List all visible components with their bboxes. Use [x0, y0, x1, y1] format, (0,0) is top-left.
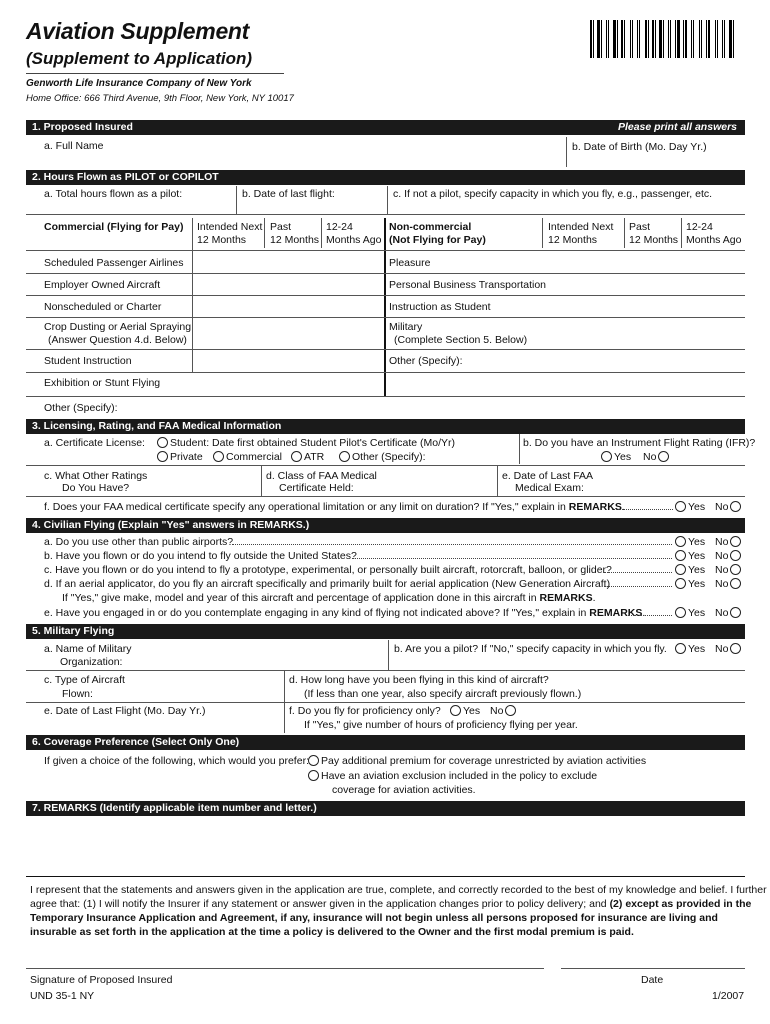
other-ratings-label-2: Do You Have?: [62, 482, 130, 494]
table-rule: [26, 317, 745, 318]
barcode-bar: [699, 20, 700, 58]
ifr-no-radio[interactable]: [658, 451, 669, 462]
flying-duration-note: (If less than one year, also specify aircraft previously flown.): [304, 688, 582, 700]
barcode-bar: [715, 20, 716, 58]
row-nonscheduled-charter: Nonscheduled or Charter: [44, 301, 162, 313]
other-license-option-label: Other (Specify):: [352, 451, 426, 463]
company-name: Genworth Life Insurance Company of New York: [26, 78, 252, 89]
atr-option[interactable]: [289, 451, 324, 464]
q4d-note: [62, 592, 596, 605]
certificate-license-label: a. Certificate License:: [44, 437, 145, 449]
capacity-label: c. If not a pilot, specify capacity in which you fly, e.g., passenger, etc.: [393, 188, 713, 200]
section-2-title: 2. Hours Flown as PILOT or COPILOT: [32, 171, 219, 183]
barcode-bar: [663, 20, 664, 58]
q4c-no-label: No: [715, 564, 729, 576]
ifr-no-option[interactable]: [643, 451, 671, 464]
form-revision: 1/2007: [712, 990, 745, 1002]
commercial-option-label: Commercial: [226, 451, 283, 463]
q4a-yes-label: Yes: [688, 536, 706, 548]
q4c-yes-label: Yes: [688, 564, 706, 576]
barcode-bar: [617, 20, 618, 58]
barcode-bar: [595, 20, 596, 58]
form-title: Aviation Supplement: [26, 18, 250, 44]
section-4-header: [26, 518, 745, 533]
section-6-header: [26, 735, 745, 750]
q4b-text: b. Have you flown or do you intend to fly outside the United States?: [44, 550, 357, 562]
medical-exam-label: e. Date of Last FAA: [502, 470, 594, 482]
barcode-bar: [729, 20, 732, 58]
remarks-area[interactable]: [26, 818, 745, 876]
q4b-no-option[interactable]: [715, 550, 743, 563]
military-org-label: a. Name of Military: [44, 643, 132, 655]
student-option-label: Student: Date first obtained Student Pilot's Certificate (Mo/Yr): [170, 437, 456, 449]
proficiency-yes-radio[interactable]: [450, 705, 461, 716]
commercial-option[interactable]: [211, 451, 282, 464]
col-months-commercial: 12 Months: [197, 234, 247, 246]
table-rule: [26, 273, 745, 274]
row-employer-owned: Employer Owned Aircraft: [44, 279, 161, 291]
faa-no-option[interactable]: [715, 501, 743, 514]
q4c-text: c. Have you flown or do you intend to fly a prototype, experimental, or personally built aircraft, rotorcraft, balloon, or glider?: [44, 564, 612, 576]
faa-yes-option[interactable]: [673, 501, 705, 514]
barcode-bar: [590, 20, 592, 58]
q4c-no-option[interactable]: [715, 564, 743, 577]
barcode-bar: [624, 20, 625, 58]
table-rule: [26, 396, 745, 397]
q4c-yes-option[interactable]: [673, 564, 705, 577]
section-2-header: [26, 170, 745, 185]
q4b-yes-radio[interactable]: [675, 550, 686, 561]
commercial-header: Commercial (Flying for Pay): [44, 221, 184, 233]
leader-dots: [604, 578, 672, 587]
military-pilot-no-radio[interactable]: [730, 643, 741, 654]
section-1-title: 1. Proposed Insured: [32, 121, 133, 133]
divider: [26, 496, 745, 497]
barcode-bar: [603, 20, 605, 58]
section-1-header: [26, 120, 745, 135]
row-other-noncommercial: Other (Specify):: [389, 355, 463, 367]
leader-dots: [604, 564, 672, 573]
q4a-no-label: No: [715, 536, 729, 548]
medical-class-label: d. Class of FAA Medical: [266, 470, 377, 482]
row-exhibition-stunt: Exhibition or Stunt Flying: [44, 377, 161, 389]
barcode-bar: [677, 20, 680, 58]
barcode-image: [590, 20, 746, 58]
q4e-yes-radio[interactable]: [675, 607, 686, 618]
col-range-noncommercial: 12-24: [686, 221, 713, 233]
q4e-text: [44, 607, 645, 620]
form-number: UND 35-1 NY: [30, 990, 95, 1002]
faa-yes-label: Yes: [688, 501, 706, 513]
ifr-no-label: No: [643, 451, 657, 463]
private-option-label: Private: [170, 451, 203, 463]
barcode-bar: [619, 20, 620, 58]
divider: [261, 466, 262, 496]
row-military-note: (Complete Section 5. Below): [394, 334, 528, 346]
section-7-header: [26, 801, 745, 816]
barcode-bar: [706, 20, 707, 58]
divider: [566, 137, 567, 167]
leader-dots: [352, 550, 672, 559]
col-months-noncommercial: 12 Months: [548, 234, 598, 246]
divider: [388, 640, 389, 670]
q4b-yes-option[interactable]: [673, 550, 705, 563]
military-pilot-no-label: No: [715, 643, 729, 655]
barcode-bar: [641, 20, 644, 58]
q4a-yes-option[interactable]: [673, 536, 705, 549]
barcode-bar: [719, 20, 721, 58]
q4d-no-label: No: [715, 578, 729, 590]
table-divider: [321, 218, 322, 248]
q4e-question: e. Have you engaged in or do you contemplate engaging in any kind of flying not indicated above? If "Yes," explain in: [44, 607, 587, 619]
table-divider: [624, 218, 625, 248]
divider: [26, 465, 745, 466]
proficiency-no-option[interactable]: [490, 705, 518, 718]
leader-dots: [232, 536, 672, 545]
declaration-line-2-bold: (2) except as provided in the: [609, 898, 752, 910]
col-months-past-commercial: 12 Months: [270, 234, 320, 246]
signature-label: Signature of Proposed Insured: [30, 974, 173, 986]
barcode-bar: [733, 20, 734, 58]
q4d-yes-label: Yes: [688, 578, 706, 590]
military-pilot-yes-radio[interactable]: [675, 643, 686, 654]
barcode-bar: [724, 20, 725, 58]
barcode-bar: [637, 20, 638, 58]
date-line[interactable]: [561, 968, 745, 969]
divider: [26, 876, 745, 877]
barcode-bar: [621, 20, 623, 58]
divider: [26, 702, 745, 703]
atr-radio[interactable]: [291, 451, 302, 462]
barcode-bar: [601, 20, 602, 58]
remarks-ref: REMARKS: [589, 607, 643, 619]
aircraft-type-label-2: Flown:: [62, 688, 93, 700]
proficiency-no-radio[interactable]: [505, 705, 516, 716]
divider: [519, 434, 520, 464]
barcode-bar: [608, 20, 609, 58]
signature-line[interactable]: [26, 968, 544, 969]
private-option[interactable]: [155, 451, 203, 464]
col-ago-noncommercial: Months Ago: [686, 234, 742, 246]
col-months-past-noncommercial: 12 Months: [629, 234, 679, 246]
barcode-bar: [655, 20, 656, 58]
leader-dots: [612, 501, 673, 510]
col-range-commercial: 12-24: [326, 221, 353, 233]
last-military-flight-label: e. Date of Last Flight (Mo. Day Yr.): [44, 705, 206, 717]
declaration-line-4: insurable as set forth in the application at the time a policy is delivered to the Owner and the first modal premium is paid.: [30, 926, 634, 938]
q4a-yes-radio[interactable]: [675, 536, 686, 547]
other-ratings-label: c. What Other Ratings: [44, 470, 148, 482]
divider: [26, 214, 745, 215]
barcode-bar: [632, 20, 633, 58]
leader-dots: [628, 607, 672, 616]
row-crop-dusting: Crop Dusting or Aerial Spraying: [44, 321, 192, 333]
proficiency-no-label: No: [490, 705, 504, 717]
proficiency-yes-option[interactable]: [448, 705, 480, 718]
col-past-noncommercial: Past: [629, 221, 651, 233]
row-other-commercial: Other (Specify):: [44, 402, 118, 414]
section-6-title: 6. Coverage Preference (Select Only One): [32, 736, 240, 748]
table-divider: [542, 218, 543, 248]
noncommercial-subheader: (Not Flying for Pay): [389, 234, 486, 246]
proficiency-note: If "Yes," give number of hours of proficiency flying per year.: [304, 719, 578, 731]
date-last-flight-label: b. Date of last flight:: [242, 188, 335, 200]
q4d-text: d. If an aerial applicator, do you fly an aircraft specifically and primarily built for aerial application (New Generation Aircraft): [44, 578, 611, 590]
proficiency-question: f. Do you fly for proficiency only?: [289, 705, 441, 717]
barcode-bar: [659, 20, 662, 58]
section-5-header: [26, 624, 745, 639]
table-rule: [26, 372, 745, 373]
ifr-yes-label: Yes: [614, 451, 632, 463]
divider: [387, 186, 388, 214]
q4e-no-radio[interactable]: [730, 607, 741, 618]
declaration-line-2-text: agree that: (1) I will notify the Insurer if any statement or answer given in the application changes prior to policy delivery; and: [30, 898, 607, 910]
q4b-no-radio[interactable]: [730, 550, 741, 561]
coverage-option-premium[interactable]: [306, 755, 646, 768]
barcode-bar: [683, 20, 684, 58]
barcode-bar: [685, 20, 687, 58]
coverage-exclusion-label-2: coverage for aviation activities.: [332, 784, 476, 796]
coverage-question: If given a choice of the following, which would you prefer:: [44, 755, 309, 767]
barcode-bar: [606, 20, 607, 58]
declaration-line-3: Temporary Insurance Application and Agreement, if any, insurance will not begin unless all persons proposed for insurance are living and: [30, 912, 718, 924]
row-student-instruction: Student Instruction: [44, 355, 132, 367]
barcode-bar: [613, 20, 616, 58]
barcode-bar: [717, 20, 718, 58]
col-ago-commercial: Months Ago: [326, 234, 382, 246]
barcode-bar: [695, 20, 698, 58]
full-name-label: a. Full Name: [44, 140, 104, 152]
barcode-bar: [648, 20, 649, 58]
company-address: Home Office: 666 Third Avenue, 9th Floor, New York, NY 10017: [26, 93, 294, 104]
q4e-yes-label: Yes: [688, 607, 706, 619]
medical-exam-label-2: Medical Exam:: [515, 482, 584, 494]
section-5-title: 5. Military Flying: [32, 625, 115, 637]
barcode-bar: [726, 20, 728, 58]
form-subtitle: (Supplement to Application): [26, 49, 253, 68]
barcode-bar: [711, 20, 714, 58]
section-7-title: 7. REMARKS (Identify applicable item number and letter.): [32, 802, 317, 814]
table-rule: [26, 349, 745, 350]
period: .: [621, 501, 625, 513]
barcode-bar: [693, 20, 694, 58]
row-instruction-student: Instruction as Student: [389, 301, 491, 313]
row-personal-business: Personal Business Transportation: [389, 279, 547, 291]
declaration-line-2: [30, 898, 751, 911]
noncommercial-header: Non-commercial: [389, 221, 472, 233]
q4e-yes-option[interactable]: [673, 607, 705, 620]
coverage-exclusion-radio[interactable]: [308, 770, 319, 781]
row-crop-dusting-note: (Answer Question 4.d. Below): [48, 334, 187, 346]
remarks-ref: REMARKS: [539, 592, 593, 604]
divider: [497, 466, 498, 496]
faa-no-radio[interactable]: [730, 501, 741, 512]
table-rule: [26, 295, 745, 296]
table-rule: [26, 250, 745, 251]
q4d-yes-radio[interactable]: [675, 578, 686, 589]
ifr-yes-radio[interactable]: [601, 451, 612, 462]
other-license-option[interactable]: [337, 451, 426, 464]
barcode-bar: [688, 20, 690, 58]
divider: [236, 186, 237, 214]
coverage-exclusion-label: Have an aviation exclusion included in the policy to exclude: [321, 770, 598, 782]
aircraft-type-label: c. Type of Aircraft: [44, 674, 125, 686]
barcode-bar: [672, 20, 674, 58]
q4b-yes-label: Yes: [688, 550, 706, 562]
barcode-bar: [703, 20, 705, 58]
barcode-bar: [668, 20, 669, 58]
flying-duration-question: d. How long have you been flying in this kind of aircraft?: [289, 674, 549, 686]
total-hours-label: a. Total hours flown as a pilot:: [44, 188, 183, 200]
table-divider: [264, 218, 265, 248]
remarks-ref: REMARKS: [568, 501, 622, 513]
faa-limitation-question: [44, 501, 625, 514]
declaration-line-1: I represent that the statements and answers given in the application are true, complete, and correctly recorded to the best of my knowledge and belief. I further: [30, 884, 767, 896]
military-org-label-2: Organization:: [60, 656, 123, 668]
section-3-title: 3. Licensing, Rating, and FAA Medical Information: [32, 420, 282, 432]
q4e-no-option[interactable]: [715, 607, 743, 620]
military-pilot-yes-label: Yes: [688, 643, 706, 655]
col-past-commercial: Past: [270, 221, 292, 233]
q4d-note-text: If "Yes," give make, model and year of this aircraft and percentage of application done in this aircraft in: [62, 592, 537, 604]
q4b-no-label: No: [715, 550, 729, 562]
table-divider: [681, 218, 682, 248]
barcode-bar: [630, 20, 631, 58]
faa-yes-radio[interactable]: [675, 501, 686, 512]
section-4-title: 4. Civilian Flying (Explain "Yes" answers in REMARKS.): [32, 519, 310, 531]
q4a-no-option[interactable]: [715, 536, 743, 549]
q4a-text: a. Do you use other than public airports?: [44, 536, 234, 548]
q4c-yes-radio[interactable]: [675, 564, 686, 575]
other-license-radio[interactable]: [339, 451, 350, 462]
q4d-no-option[interactable]: [715, 578, 743, 591]
period: .: [642, 607, 646, 619]
barcode-bar: [650, 20, 651, 58]
faa-limitation-text: f. Does your FAA medical certificate specify any operational limitation or any limit on duration? If "Yes," explain in: [44, 501, 566, 513]
print-answers-note: Please print all answers: [617, 121, 737, 133]
atr-option-label: ATR: [304, 451, 325, 463]
military-pilot-yes-option[interactable]: [673, 643, 705, 656]
military-pilot-no-option[interactable]: [715, 643, 743, 656]
ifr-question: b. Do you have an Instrument Flight Rating (IFR)?: [523, 437, 756, 449]
row-military: Military: [389, 321, 423, 333]
commercial-radio[interactable]: [213, 451, 224, 462]
barcode-bar: [610, 20, 612, 58]
coverage-option-exclusion[interactable]: [306, 770, 597, 783]
barcode-bar: [626, 20, 629, 58]
q4e-no-label: No: [715, 607, 729, 619]
student-option[interactable]: [155, 437, 455, 450]
barcode-bar: [670, 20, 671, 58]
date-of-birth-label: b. Date of Birth (Mo. Day Yr.): [572, 141, 707, 153]
barcode-bar: [593, 20, 594, 58]
barcode-bar: [701, 20, 702, 58]
barcode-bar: [691, 20, 692, 58]
barcode-bar: [652, 20, 654, 58]
period: .: [592, 592, 596, 604]
row-pleasure: Pleasure: [389, 257, 431, 269]
q4c-no-radio[interactable]: [730, 564, 741, 575]
barcode-bar: [708, 20, 710, 58]
date-label: Date: [641, 974, 664, 986]
ifr-yes-option[interactable]: [599, 451, 631, 464]
barcode-bar: [634, 20, 636, 58]
coverage-premium-label: Pay additional premium for coverage unrestricted by aviation activities: [321, 755, 647, 767]
medical-class-label-2: Certificate Held:: [279, 482, 354, 494]
proficiency-yes-label: Yes: [463, 705, 481, 717]
private-radio[interactable]: [157, 451, 168, 462]
col-intended-commercial: Intended Next: [197, 221, 263, 233]
barcode-bar: [681, 20, 682, 58]
faa-no-label: No: [715, 501, 729, 513]
military-pilot-question: b. Are you a pilot? If "No," specify capacity in which you fly.: [394, 643, 667, 655]
barcode-bar: [665, 20, 667, 58]
q4d-no-radio[interactable]: [730, 578, 741, 589]
barcode-bar: [597, 20, 600, 58]
table-divider: [384, 218, 386, 396]
coverage-premium-radio[interactable]: [308, 755, 319, 766]
barcode-bar: [639, 20, 640, 58]
barcode-bar: [657, 20, 658, 58]
col-intended-noncommercial: Intended Next: [548, 221, 614, 233]
q4a-no-radio[interactable]: [730, 536, 741, 547]
barcode-bar: [722, 20, 723, 58]
student-radio[interactable]: [157, 437, 168, 448]
title-divider: [26, 73, 284, 74]
barcode-bar: [645, 20, 647, 58]
q4d-yes-option[interactable]: [673, 578, 705, 591]
row-scheduled-airlines: Scheduled Passenger Airlines: [44, 257, 184, 269]
barcode-bar: [675, 20, 676, 58]
divider: [26, 670, 745, 671]
barcode-bar: [735, 20, 736, 58]
section-3-header: [26, 419, 745, 434]
